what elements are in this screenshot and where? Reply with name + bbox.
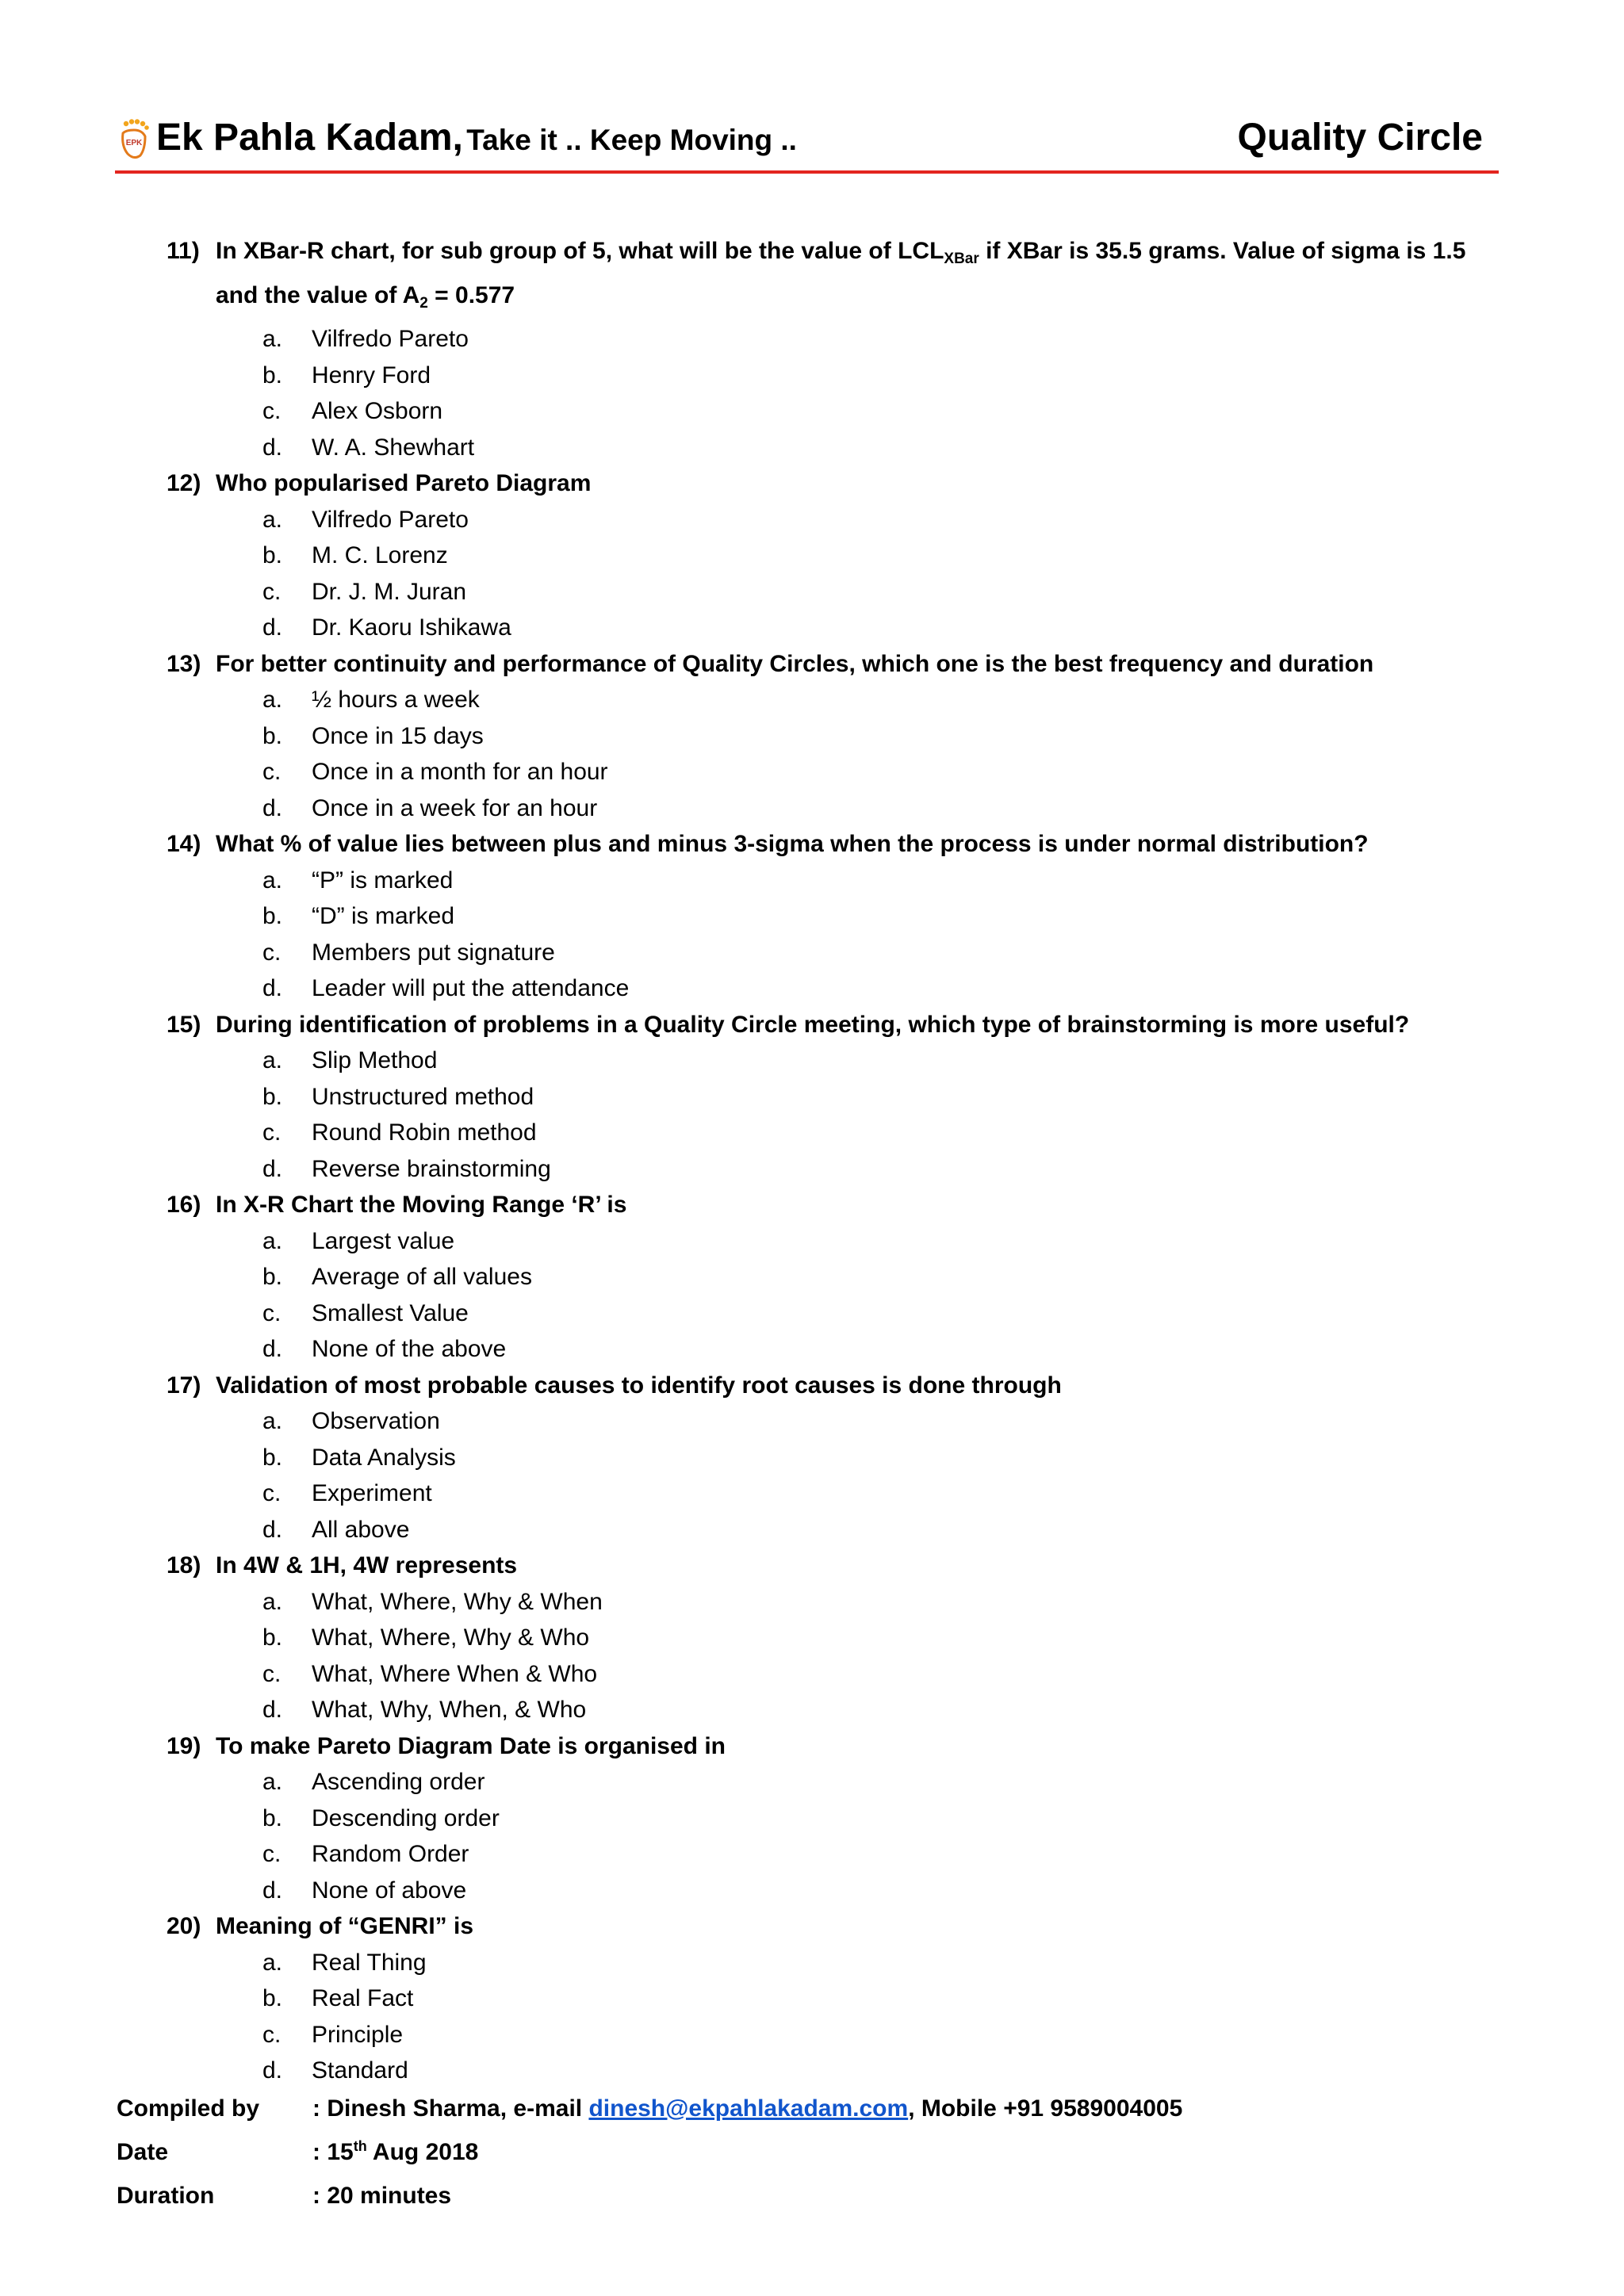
page-title: Quality Circle: [1237, 117, 1483, 159]
answer-option: [167, 358, 1507, 394]
option-text: Ascending order: [312, 1769, 485, 1795]
question-number: 17): [167, 1372, 201, 1399]
option-letter: d.: [262, 794, 283, 821]
answer-option: [167, 1945, 1507, 1981]
question: [167, 1187, 1507, 1223]
subscript-text: XBar: [944, 251, 979, 267]
answer-option: [167, 935, 1507, 971]
question-text: For better continuity and performance of Quality Circles, which one is the best frequency and duration: [216, 650, 1374, 677]
question: [167, 1728, 1507, 1765]
answer-option: [167, 1692, 1507, 1728]
question-text: In X-R Chart the Moving Range ‘R’ is: [216, 1192, 627, 1218]
answer-option: [167, 1331, 1507, 1368]
question-text: Validation of most probable causes to identify root causes is done through: [216, 1372, 1062, 1399]
answer-option: [167, 1764, 1507, 1800]
option-text: Round Robin method: [312, 1119, 537, 1146]
date-day: : 15: [312, 2139, 354, 2165]
option-text: Henry Ford: [312, 362, 431, 388]
option-letter: a.: [262, 1949, 283, 1976]
answer-option: [167, 1584, 1507, 1621]
question-text: Meaning of “GENRI” is: [216, 1913, 474, 1939]
option-text: “D” is marked: [312, 903, 455, 929]
answer-option: [167, 1259, 1507, 1295]
option-letter: b.: [262, 722, 283, 749]
option-letter: b.: [262, 362, 283, 388]
answer-option: [167, 1079, 1507, 1115]
option-text: Real Fact: [312, 1985, 414, 2011]
option-letter: b.: [262, 903, 283, 929]
compiler-name: : Dinesh Sharma, e-mail: [312, 2095, 589, 2122]
answer-option: [167, 610, 1507, 646]
option-text: Alex Osborn: [312, 398, 443, 424]
option-text: Vilfredo Pareto: [312, 506, 469, 533]
option-text: Random Order: [312, 1841, 469, 1867]
answer-option: [167, 538, 1507, 574]
option-letter: a.: [262, 1227, 283, 1254]
date-label: Date: [117, 2138, 169, 2165]
question-number: 18): [167, 1552, 201, 1578]
date-ordinal: th: [353, 2138, 367, 2154]
option-text: Dr. Kaoru Ishikawa: [312, 614, 511, 641]
option-text: Slip Method: [312, 1047, 438, 1073]
answer-option: [167, 790, 1507, 827]
option-text: Experiment: [312, 1480, 432, 1506]
brand-name: Ek Pahla Kadam,: [156, 117, 463, 159]
answer-option: [167, 1403, 1507, 1440]
compiled-by-row: [117, 2087, 1182, 2130]
compiler-mobile: , Mobile +91 9589004005: [908, 2095, 1183, 2122]
option-letter: b.: [262, 1624, 283, 1651]
brand: [156, 116, 797, 159]
compiled-by-value: [312, 2095, 1182, 2122]
option-letter: d.: [262, 1336, 283, 1362]
question-text: During identification of problems in a Quality Circle meeting, which type of brainstorming is more useful?: [216, 1011, 1410, 1038]
option-letter: d.: [262, 1697, 283, 1723]
question-number: 12): [167, 470, 201, 496]
option-letter: a.: [262, 1408, 283, 1434]
answer-option: [167, 1440, 1507, 1476]
question: [167, 646, 1507, 683]
answer-option: [167, 2017, 1507, 2053]
question-number: 19): [167, 1732, 201, 1759]
option-text: What, Where, Why & Who: [312, 1624, 590, 1651]
question-text-part: if XBar is 35.5 grams. Value of sigma is 1.5 and the value of A: [216, 238, 1466, 308]
option-letter: a.: [262, 1588, 283, 1615]
question-text-part: = 0.577: [427, 281, 515, 308]
option-letter: c.: [262, 1841, 282, 1867]
date-row: [117, 2130, 1182, 2174]
option-text: Members put signature: [312, 939, 555, 966]
question: [167, 826, 1507, 863]
option-letter: a.: [262, 687, 283, 713]
option-letter: c.: [262, 1660, 282, 1687]
option-letter: b.: [262, 1985, 283, 2011]
question-number: 13): [167, 650, 201, 677]
question: [167, 1908, 1507, 1945]
duration-label: Duration: [117, 2182, 215, 2209]
option-letter: b.: [262, 1264, 283, 1290]
answer-option: [167, 1475, 1507, 1512]
answer-option: [167, 2053, 1507, 2089]
answer-option: [167, 970, 1507, 1007]
option-letter: d.: [262, 1877, 283, 1904]
answer-option: [167, 430, 1507, 466]
option-letter: b.: [262, 542, 283, 568]
brand-tagline: Take it .. Keep Moving ..: [466, 124, 797, 156]
option-text: Smallest Value: [312, 1299, 469, 1326]
compiler-info: [117, 2087, 1182, 2218]
option-text: All above: [312, 1516, 410, 1543]
option-text: Observation: [312, 1408, 440, 1434]
option-letter: b.: [262, 1804, 283, 1831]
option-text: Data Analysis: [312, 1444, 456, 1471]
question-number: 14): [167, 831, 201, 857]
option-text: Vilfredo Pareto: [312, 326, 469, 352]
question-text: Who popularised Pareto Diagram: [216, 470, 592, 496]
duration-value: : 20 minutes: [312, 2182, 452, 2209]
option-text: What, Where, Why & When: [312, 1588, 603, 1615]
answer-option: [167, 682, 1507, 718]
logo-text: EPK: [125, 139, 143, 147]
option-letter: c.: [262, 1480, 282, 1506]
option-letter: d.: [262, 975, 283, 1001]
option-letter: c.: [262, 1299, 282, 1326]
date-value: [312, 2138, 478, 2166]
option-text: Dr. J. M. Juran: [312, 578, 467, 605]
option-letter: a.: [262, 1047, 283, 1073]
option-letter: a.: [262, 506, 283, 533]
option-letter: c.: [262, 759, 282, 785]
option-text: ½ hours a week: [312, 687, 480, 713]
option-text: None of the above: [312, 1336, 507, 1362]
option-text: Standard: [312, 2057, 408, 2084]
question-number: 16): [167, 1192, 201, 1218]
answer-option: [167, 1115, 1507, 1151]
header-divider: [115, 170, 1499, 174]
question-text: What % of value lies between plus and minus 3-sigma when the process is under normal distribution?: [216, 831, 1369, 857]
option-text: What, Why, When, & Who: [312, 1697, 587, 1723]
question-number: 15): [167, 1011, 201, 1038]
option-text: Largest value: [312, 1227, 455, 1254]
answer-option: [167, 1980, 1507, 2017]
question-text: To make Pareto Diagram Date is organised in: [216, 1732, 726, 1759]
option-text: Once in a month for an hour: [312, 759, 608, 785]
question: [167, 465, 1507, 502]
option-letter: c.: [262, 1119, 282, 1146]
option-text: Principle: [312, 2021, 404, 2048]
question-text-part: In XBar-R chart, for sub group of 5, what will be the value of LCL: [216, 238, 944, 264]
answer-option: [167, 1656, 1507, 1693]
answer-option: [167, 1512, 1507, 1548]
subscript-text: 2: [419, 294, 428, 312]
question-text: In 4W & 1H, 4W represents: [216, 1552, 518, 1578]
email-link[interactable]: dinesh@ekpahlakadam.com: [588, 2095, 909, 2122]
option-text: M. C. Lorenz: [312, 542, 448, 568]
option-letter: d.: [262, 1516, 283, 1543]
option-text: Leader will put the attendance: [312, 975, 630, 1001]
option-letter: c.: [262, 398, 282, 424]
answer-option: [167, 754, 1507, 790]
option-letter: d.: [262, 614, 283, 641]
page-header: [115, 111, 1499, 174]
answer-option: [167, 1873, 1507, 1909]
option-letter: c.: [262, 578, 282, 605]
answer-option: [167, 1620, 1507, 1656]
answer-option: [167, 863, 1507, 899]
answer-option: [167, 1836, 1507, 1873]
answer-option: [167, 1800, 1507, 1837]
option-letter: d.: [262, 1155, 283, 1182]
option-text: “P” is marked: [312, 867, 454, 894]
question: [167, 1007, 1507, 1043]
answer-option: [167, 1151, 1507, 1188]
option-text: What, Where When & Who: [312, 1660, 598, 1687]
answer-option: [167, 1223, 1507, 1260]
option-letter: b.: [262, 1444, 283, 1471]
question-number: 20): [167, 1913, 201, 1939]
compiled-by-label: Compiled by: [117, 2095, 260, 2122]
option-letter: b.: [262, 1083, 283, 1110]
date-month-year: Aug 2018: [366, 2139, 479, 2165]
option-letter: d.: [262, 434, 283, 461]
duration-row: [117, 2174, 1182, 2218]
answer-option: [167, 1043, 1507, 1079]
option-letter: a.: [262, 1769, 283, 1795]
option-letter: a.: [262, 326, 283, 352]
option-text: Descending order: [312, 1804, 500, 1831]
answer-option: [167, 574, 1507, 610]
option-text: Once in a week for an hour: [312, 794, 598, 821]
question-text: [216, 233, 1507, 321]
option-text: W. A. Shewhart: [312, 434, 475, 461]
option-text: Average of all values: [312, 1264, 532, 1290]
option-text: Reverse brainstorming: [312, 1155, 551, 1182]
option-letter: c.: [262, 2021, 282, 2048]
answer-option: [167, 321, 1507, 358]
footprint-logo-icon: [118, 119, 150, 162]
answer-option: [167, 502, 1507, 538]
answer-option: [167, 1295, 1507, 1332]
option-letter: d.: [262, 2057, 283, 2084]
question-list: [167, 233, 1507, 2089]
option-letter: a.: [262, 867, 283, 894]
answer-option: [167, 718, 1507, 755]
answer-option: [167, 393, 1507, 430]
option-text: None of above: [312, 1877, 467, 1904]
question-number: 11): [167, 238, 200, 264]
option-text: Once in 15 days: [312, 722, 484, 749]
question: [167, 1548, 1507, 1584]
option-letter: c.: [262, 939, 282, 966]
question: [167, 233, 1507, 321]
answer-option: [167, 898, 1507, 935]
option-text: Real Thing: [312, 1949, 427, 1976]
question: [167, 1368, 1507, 1404]
option-text: Unstructured method: [312, 1083, 534, 1110]
